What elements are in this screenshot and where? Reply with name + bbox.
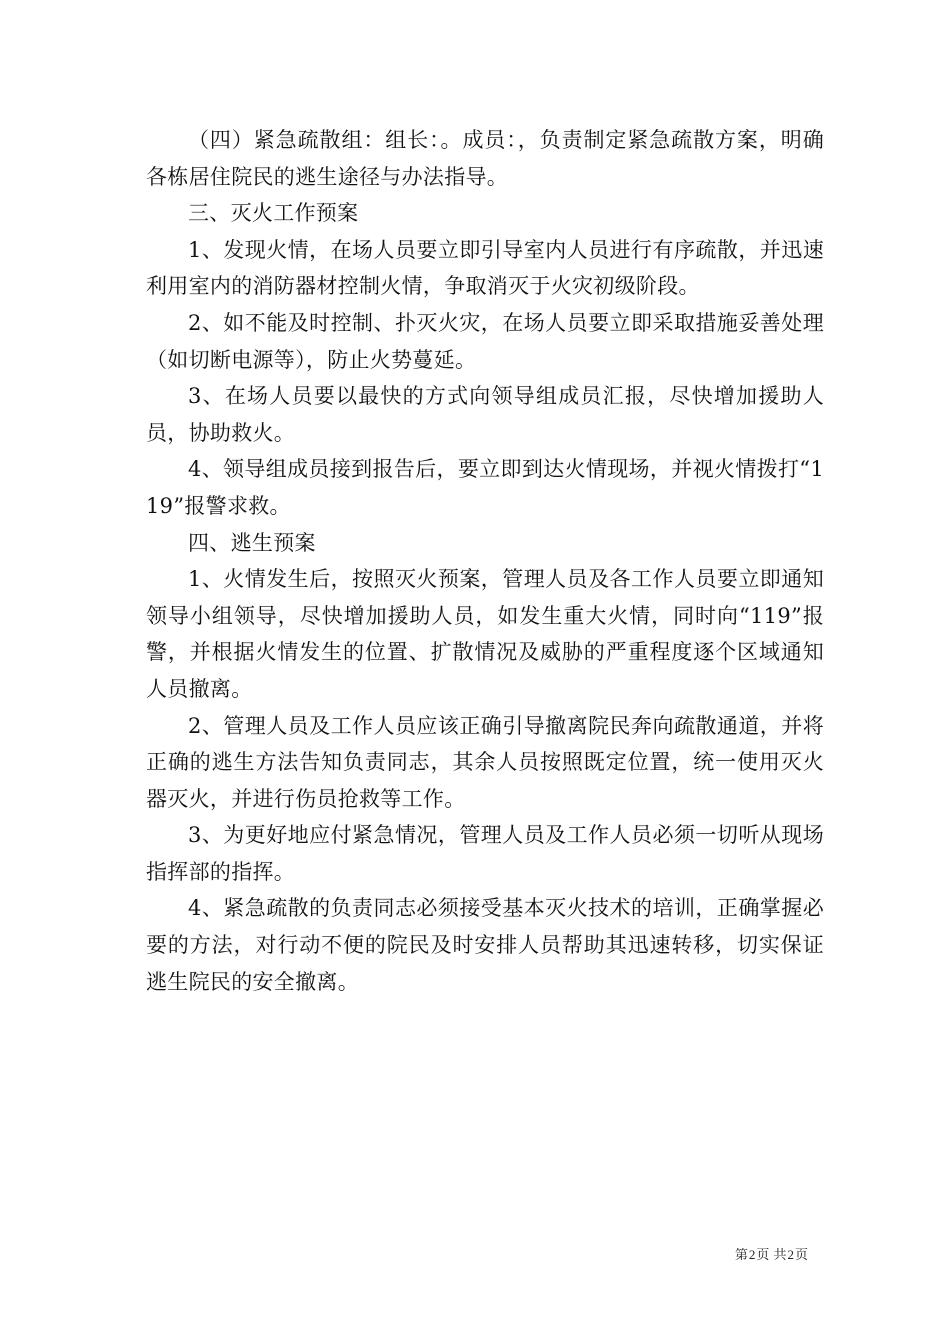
- footer-prefix: 第: [734, 1248, 748, 1263]
- footer-current-page: 2: [748, 1247, 756, 1262]
- section-heading-escape-plan: 四、逃生预案: [188, 530, 316, 555]
- paragraph-firefighting-4: 4、领导组成员接到报告后，要立即到达火情现场，并视火情拨打“119”报警求救。: [146, 457, 824, 518]
- paragraph-firefighting-3: 3、在场人员要以最快的方式向领导组成员汇报，尽快增加援助人员，协助救火。: [146, 384, 824, 445]
- footer-middle: 页 共: [756, 1248, 787, 1263]
- paragraph-escape-4: 4、紧急疏散的负责同志必须接受基本灭火技术的培训，正确掌握必要的方法，对行动不便的院民及时安排人员帮助其迅速转移，切实保证逃生院民的安全撤离。: [146, 896, 824, 994]
- document-body: [146, 122, 824, 1000]
- paragraph-escape-2: 2、管理人员及工作人员应该正确引导撤离院民奔向疏散通道，并将正确的逃生方法告知负责同志，其余人员按照既定位置，统一使用灭火器灭火，并进行伤员抢救等工作。: [146, 713, 824, 811]
- paragraph-escape-3: 3、为更好地应付紧急情况，管理人员及工作人员必须一切听从现场指挥部的指挥。: [146, 823, 824, 884]
- paragraph-escape-1: 1、火情发生后，按照灭火预案，管理人员及各工作人员要立即通知领导小组领导，尽快增加援助人员，如发生重大火情，同时向“119”报警，并根据火情发生的位置、扩散情况及威胁的严重程度逐个区域通知人员撤离。: [146, 567, 824, 701]
- footer-total-pages: 2: [787, 1247, 794, 1262]
- paragraph-evacuation-group: （四）紧急疏散组：组长：。成员：，负责制定紧急疏散方案，明确各栋居住院民的逃生途径与办法指导。: [146, 128, 824, 189]
- paragraph-firefighting-1: 1、发现火情，在场人员要立即引导室内人员进行有序疏散，并迅速利用室内的消防器材控制火情，争取消灭于火灾初级阶段。: [146, 237, 824, 299]
- section-heading-firefighting-plan: 三、灭火工作预案: [188, 201, 359, 226]
- paragraph-firefighting-2: 2、如不能及时控制、扑灭火灾，在场人员要立即采取措施妥善处理（如切断电源等），防止火势蔓延。: [146, 310, 824, 372]
- footer-suffix: 页: [794, 1248, 808, 1263]
- page-footer: [700, 1246, 808, 1265]
